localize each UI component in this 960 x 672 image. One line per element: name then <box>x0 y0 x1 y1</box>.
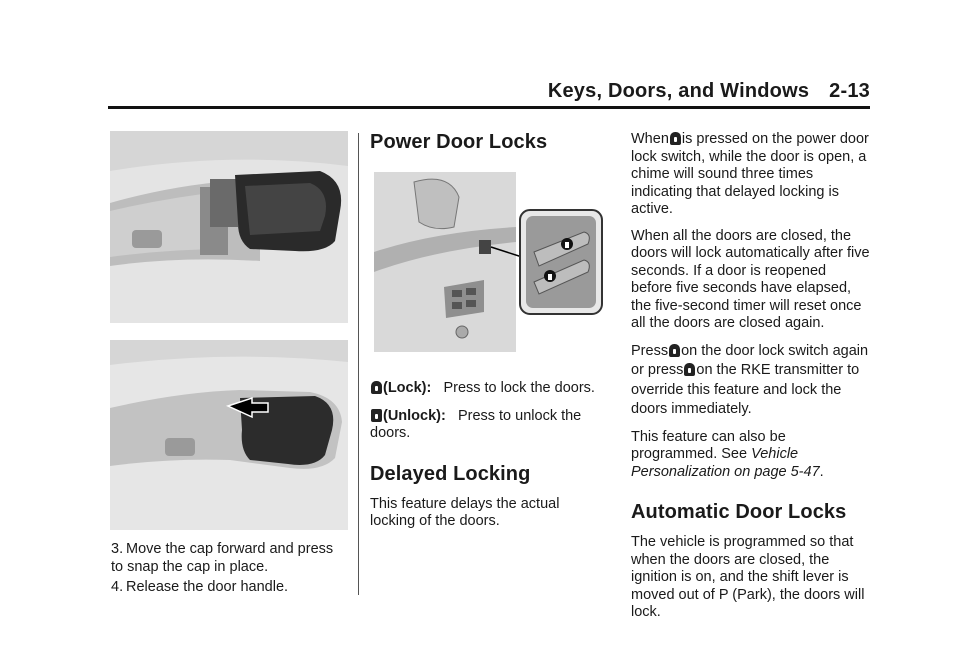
unlock-desc: Press to unlock the doors. <box>370 407 582 441</box>
lock-icon <box>669 344 680 357</box>
step-3-number: 3. <box>111 541 124 557</box>
step-4-number: 4. <box>111 579 124 595</box>
delayed-paragraph-4 <box>631 429 871 482</box>
column-divider <box>358 133 359 595</box>
step-4-text: Release the door handle. <box>126 579 289 595</box>
p4-pre: This feature can also be programmed. See <box>631 428 786 462</box>
door-lock-switch-photo <box>374 172 604 352</box>
automatic-door-locks-heading: Automatic Door Locks <box>631 501 847 523</box>
p4-post: . <box>819 463 824 480</box>
lock-label: (Lock): <box>383 380 432 396</box>
vehicle-personalization-link[interactable]: Vehicle Personalization on page 5-47 <box>631 446 820 480</box>
delayed-locking-text: This feature delays the actual locking of the doors. <box>370 495 560 529</box>
right-column <box>631 131 871 622</box>
lock-line <box>370 380 606 398</box>
p1-pre: When <box>631 131 669 147</box>
lock-icon <box>670 132 681 145</box>
delayed-paragraph-1 <box>631 131 871 219</box>
middle-column <box>370 131 606 154</box>
lock-desc: Press to lock the doors. <box>443 380 595 396</box>
delayed-locking-heading: Delayed Locking <box>370 462 531 485</box>
delayed-paragraph-3 <box>631 342 871 420</box>
p1-post: is pressed on the power door lock switch, while the door is open, a chime will sound three times indicating that delayed locking is active. <box>631 131 869 217</box>
lock-icon <box>684 363 695 376</box>
power-door-locks-heading: Power Door Locks <box>370 131 548 153</box>
step-4 <box>111 579 349 597</box>
p3-pre: Press <box>631 342 669 359</box>
p3-post: on the RKE transmitter to override this feature and lock the doors immediately. <box>631 362 860 417</box>
running-header <box>540 80 870 103</box>
page-number: 2-13 <box>829 80 870 102</box>
unlock-line <box>370 408 606 443</box>
step-3-text: Move the cap forward and press to snap the cap in place. <box>111 541 334 575</box>
lock-icon <box>371 381 382 394</box>
door-handle-cap-removed-photo <box>110 131 348 323</box>
header-rule <box>108 106 870 109</box>
door-handle-cap-forward-photo <box>110 340 348 530</box>
lock-unlock-descriptions <box>370 380 606 531</box>
delayed-paragraph-2: When all the doors are closed, the doors will lock automatically after five seconds. If a door is reopened before five seconds have elapsed, the five-second timer will reset once all the doors are closed again. <box>631 227 870 331</box>
unlock-icon <box>371 409 382 422</box>
unlock-label: (Unlock): <box>383 407 446 424</box>
section-title: Keys, Doors, and Windows <box>547 80 810 102</box>
automatic-door-locks-text: The vehicle is programmed so that when the doors are closed, the ignition is on, and the shift lever is moved out of P (Park), the doors will lock. <box>631 534 865 620</box>
p3-mid: on the door lock switch again or press <box>631 342 869 378</box>
step-3 <box>111 541 349 576</box>
